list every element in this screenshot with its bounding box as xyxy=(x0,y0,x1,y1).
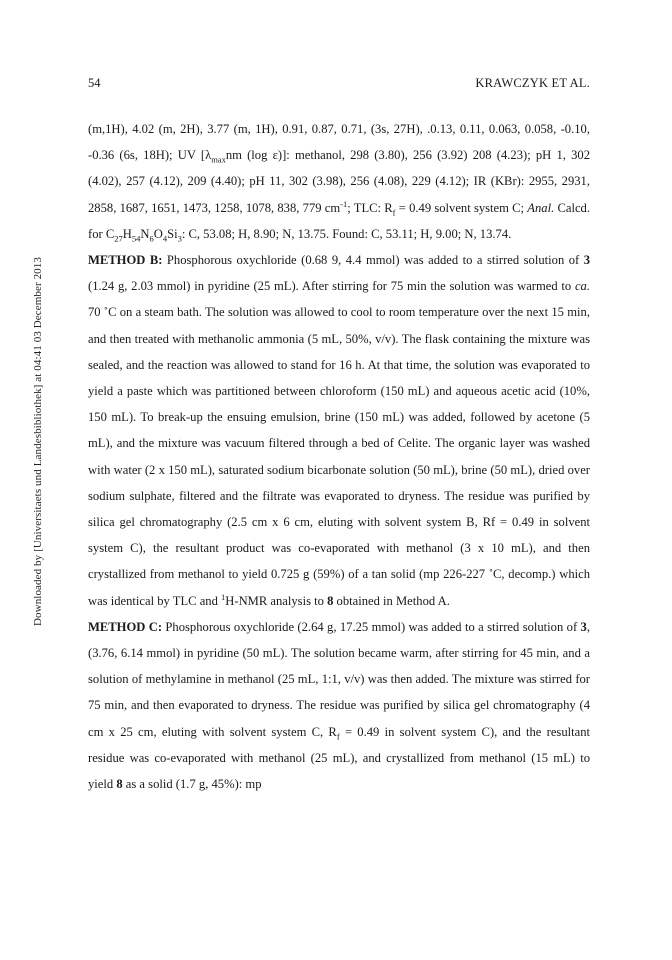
subscript: f xyxy=(392,207,396,218)
compound-number: 8 xyxy=(116,777,123,792)
italic-text: Anal. xyxy=(527,200,555,215)
compound-number: 3 xyxy=(583,253,590,268)
formula-element: Si xyxy=(167,226,178,241)
method-heading: METHOD C: xyxy=(88,619,163,634)
formula-subscript: 27 xyxy=(114,233,123,244)
subscript: f xyxy=(336,731,340,742)
text-run: 70 ˚C on a steam bath. The solution was allowed to cool to room temperature over the next 15 min, and then treated with methanolic ammonia (5 mL, 50%, v/v). The flask containing the mixture was sealed, and the reaction was allowed to stand for 16 h. At that time, the solution was evaporated to yield a paste which was partitioned between chloroform (150 mL) and aqueous acetic acid (10%, 150 mL). To break-up the ensuing emulsion, brine (150 mL) was added, followed by acetone (5 mL), and the mixture was vacuum filtered through a bed of Celite. The organic layer was washed with water (2 x 150 mL), saturated sodium bicarbonate solution (50 mL), brine (50 mL), dried over sodium sulphate, filtered and the filtrate was evaporated to dryness. The residue was purified by silica gel chromatography (2.5 cm x 6 cm, eluting with solvent system B, Rf = 0.49 in solvent system C), the resultant product was co-evaporated with methanol (3 x 10 mL), and then crystallized from methanol to yield 0.725 g (59%) of a tan solid (mp 226-227 ˚C, decomp.) which was identical by TLC and xyxy=(88,305,590,608)
download-watermark: Downloaded by [Universitaets und Landesbibliothek] at 04:41 03 December 2013 xyxy=(32,257,44,626)
text-run: ; TLC: R xyxy=(347,200,393,215)
formula-subscript: 3 xyxy=(177,233,182,244)
text-run: Calcd. for C xyxy=(88,200,590,241)
method-b-paragraph xyxy=(88,247,590,614)
running-title: KRAWCZYK ET AL. xyxy=(475,76,590,90)
text-run: : C, 53.08; H, 8.90; N, 13.75. Found: C, 53.11; H, 9.00; N, 13.74. xyxy=(181,226,512,241)
text-run: , (3.76, 6.14 mmol) in pyridine (50 mL). The solution became warm, after stirring for 45 min, and a solution of methylamine in methanol (25 mL, 1:1, v/v) was then added. The mixture was stirred for 75 min, and then evaporated to dryness. The residue was purified by silica gel chromatography (4 cm x 25 cm, eluting with solvent system C, R xyxy=(88,619,590,739)
italic-text: ca. xyxy=(574,279,590,294)
subscript: max xyxy=(211,154,226,165)
compound-number: 8 xyxy=(327,593,334,608)
method-heading: METHOD B: xyxy=(88,253,163,268)
formula-subscript: 4 xyxy=(162,233,168,244)
text-run: (m,1H), 4.02 (m, 2H), 3.77 (m, 1H), 0.91, 0.87, 0.71, (3s, 27H), .0.13, 0.11, 0.063, 0.058, -0.10, -0.36 (6s, 18H); UV [λ xyxy=(88,122,590,163)
article-body xyxy=(88,116,590,797)
formula-subscript: 6 xyxy=(149,233,154,244)
superscript: -1 xyxy=(340,198,348,209)
text-run: (1.24 g, 2.03 mmol) in pyridine (25 mL). After stirring for 75 min the solution was warmed to xyxy=(88,279,575,294)
text-run: nm (log ε)]: methanol, 298 (3.80), 256 (3.92) 208 (4.23); pH 1, 302 (4.02), 257 (4.12), 209 (4.40); pH 11, 302 (3.98), 256 (4.08), 229 (4.12); IR (KBr): 2955, 2931, 2858, 1687, 1651, 1473, 1258, 1078, 838, 779 cm xyxy=(88,148,590,215)
compound-number: 3 xyxy=(580,619,587,634)
page-number: 54 xyxy=(88,76,101,90)
text-run: H-NMR analysis to xyxy=(225,593,328,608)
formula-subscript: 54 xyxy=(131,233,141,244)
text-run: obtained in Method A. xyxy=(333,593,450,608)
text-run: Phosphorous oxychloride (0.68 9, 4.4 mmol) was added to a stirred solution of xyxy=(162,253,584,268)
characterization-paragraph xyxy=(88,116,590,247)
method-c-paragraph xyxy=(88,614,590,797)
text-run: Phosphorous oxychloride (2.64 g, 17.25 mmol) was added to a stirred solution of xyxy=(162,619,581,634)
superscript: 1 xyxy=(221,591,226,602)
formula-element: N xyxy=(140,226,150,241)
formula-element: O xyxy=(153,226,163,241)
text-run: = 0.49 solvent system C; xyxy=(395,200,528,215)
formula-element: H xyxy=(122,226,132,241)
text-run: as a solid (1.7 g, 45%): mp xyxy=(122,777,262,792)
text-run: = 0.49 in solvent system C), and the resultant residue was co-evaporated with methanol (25 mL), and crystallized from methanol (15 mL) to yield xyxy=(88,724,591,792)
